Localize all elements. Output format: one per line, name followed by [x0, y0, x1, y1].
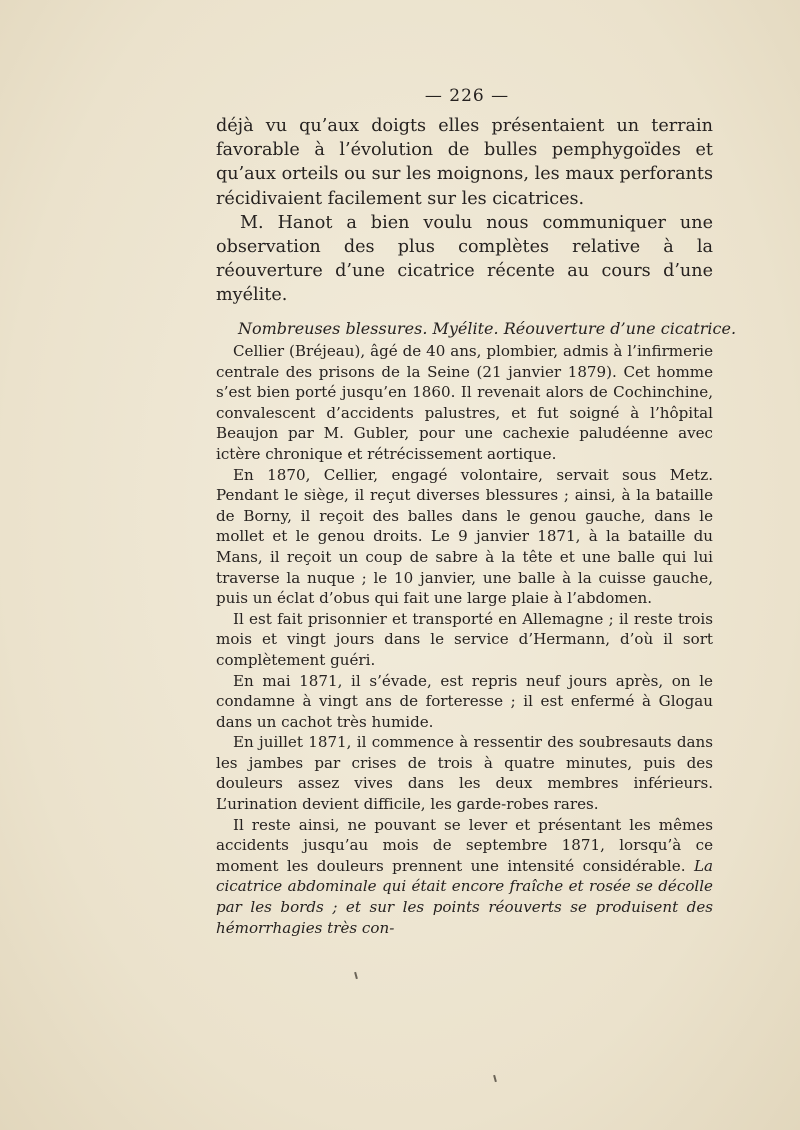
- case-paragraph-2: En 1870, Cellier, engagé volontaire, servait sous Metz. Pendant le siège, il reçut diverses blessures ; ainsi, à la bataille de Borny, il reçoit des balles dans le genou gauche, dans le mollet et le genou droits. Le 9 janvier 1871, à la bataille du Mans, il reçoit un coup de sabre à la tête et une balle qui lui traverse la nuque ; le 10 janvier, une balle à la cuisse gauche, puis un éclat d’obus qui fait une large plaie à l’abdomen.: [216, 465, 713, 608]
- page-number: — 226 —: [424, 86, 510, 106]
- intro-paragraph-1: déjà vu qu’aux doigts elles présentaient un terrain favorable à l’évolution de bulles pemphygoïdes et qu’aux orteils ou sur les moignons, les maux perforants récidivaient facilement sur les cicatrices.: [216, 116, 713, 209]
- case-title: Nombreuses blessures. Myélite. Réouverture d’une cicatrice.: [238, 319, 737, 338]
- intro-paragraph-2: M. Hanot a bien voulu nous communiquer une observation des plus complètes relative à la réouverture d’une cicatrice récente au cours d’une myélite.: [216, 212, 713, 306]
- case-paragraph-3: Il est fait prisonnier et transporté en Allemagne ; il reste trois mois et vingt jours dans le service d’Hermann, d’où il sort complètement guéri.: [216, 609, 713, 669]
- case-paragraph-5: En juillet 1871, il commence à ressentir des soubresauts dans les jambes par crises de trois à quatre minutes, puis des douleurs assez vives dans les deux membres inférieurs. L’urination devient difficile, les garde-robes rares.: [216, 733, 713, 814]
- case-observation: [216, 341, 713, 938]
- ink-speck: [493, 1075, 497, 1082]
- case-paragraph-6: [216, 815, 713, 939]
- ink-speck: [354, 972, 358, 979]
- case-paragraph-4: En mai 1871, il s’évade, est repris neuf jours après, on le condamne à vingt ans de forteresse ; il est enfermé à Glogau dans un cachot très humide.: [216, 671, 713, 731]
- case-paragraph-6-text: Il reste ainsi, ne pouvant se lever et présentant les mêmes accidents jusqu’au mois de septembre 1871, lorsqu’à ce moment les douleurs prennent une intensité considérable.: [216, 815, 713, 875]
- intro-text: [216, 114, 713, 308]
- case-paragraph-6-emphasis: La cicatrice abdominale qui était encore fraîche et rosée se décolle par les bords ; et sur les points réouverts se produisent des hémorrhagies très con-: [216, 856, 713, 937]
- case-paragraph-1: Cellier (Bréjeau), âgé de 40 ans, plombier, admis à l’infirmerie centrale des prisons de la Seine (21 janvier 1879). Cet homme s’est bien porté jusqu’en 1860. Il revenait alors de Cochinchine, convalescent d’accidents palustres, et fut soigné à l’hôpital Beaujon par M. Gubler, pour une cachexie paludéenne avec ictère chronique et rétrécissement aortique.: [216, 342, 713, 463]
